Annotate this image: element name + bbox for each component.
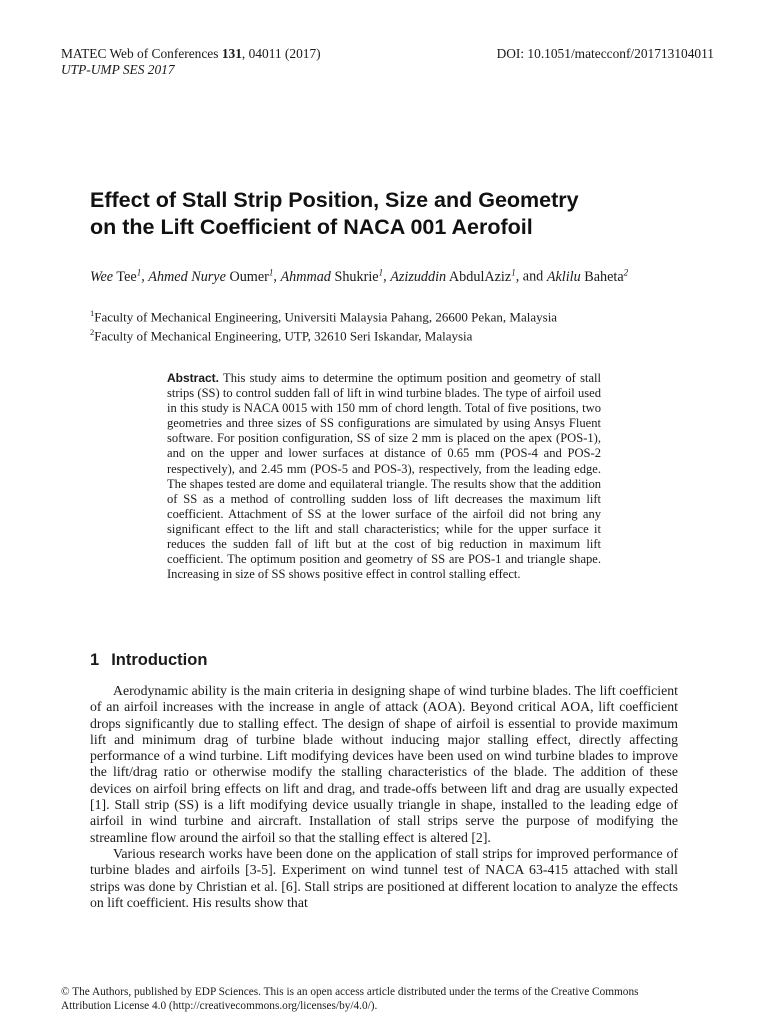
section-title: Introduction <box>111 651 208 669</box>
abstract-text: This study aims to determine the optimum position and geometry of stall strips (SS) to control sudden fall of lift in wind turbine blades. The type of airfoil used in this study is NACA 0015 with 150 mm of chord length. Total of five positions, two geometries and three sizes of SS configurations are simulated by using Ansys Fluent software. For position configuration, SS of size 2 mm is placed on the apex (POS-1), and on the upper and lower surfaces at distance of 0.65 mm (POS-4 and POS-2 respectively), and 2.45 mm (POS-5 and POS-3), respectively, from the leading edge. The shapes tested are dome and equilateral triangle. The results show that the addition of SS as a method of controlling sudden loss of lift decreases the maximum lift coefficient. Attachment of SS at the lower surface of the airfoil did not bring any significant effect to the lift and stall characteristics; while for the upper surface it reduces the sudden fall of lift but at the cost of big reduction in maximum lift coefficient. The optimum position and geometry of SS are POS-1 and triangle shape. Increasing in size of SS shows positive effect in control stalling effect. <box>167 371 601 582</box>
abstract <box>167 371 601 582</box>
affiliation-list <box>90 306 710 344</box>
conference-name: UTP-UMP SES 2017 <box>61 62 175 77</box>
paper-title: Effect of Stall Strip Position, Size and Geometry on the Lift Coefficient of NACA 001 Aerofoil <box>90 188 579 239</box>
author-name: Ahmed Nurye Oumer$^1$ <box>148 267 274 285</box>
section-body <box>90 683 678 911</box>
author-name: Ahmmad Shukrie$^1$ <box>280 267 384 285</box>
affiliation: $^2$Faculty of Mechanical Engineering, UTP, 32610 Seri Iskandar, Malaysia <box>90 326 473 344</box>
journal-citation: MATEC Web of Conferences 131, 04011 (2017) <box>61 46 321 61</box>
author-name: Wee Tee$^1$ <box>90 267 142 285</box>
doi-link[interactable]: DOI: 10.1051/matecconf/201713104011 <box>496 46 714 61</box>
abstract-label: Abstract. <box>167 371 220 385</box>
paragraph: Various research works have been done on the application of stall strips for improved performance of turbine blades and airfoils [3-5]. Experiment on wind tunnel test of NACA 63-415 attached with stall strips was done by Christian et al. [6]. Stall strips are positioned at different location to analyze the effects on lift coefficient. His results show that <box>90 845 678 910</box>
affiliation: $^1$Faculty of Mechanical Engineering, Universiti Malaysia Pahang, 26600 Pekan, Malaysia <box>90 308 558 325</box>
author-list: Wee Tee$^1$, Ahmed Nurye Oumer$^1$, Ahmmad Shukrie$^1$, Azizuddin AbdulAziz$^1$, and Aklilu Baheta$^2$ <box>90 267 629 285</box>
section-heading <box>90 650 207 670</box>
author-name: Azizuddin AbdulAziz$^1$ <box>390 267 516 285</box>
journal-volume: 131 <box>221 46 242 61</box>
author-name: Aklilu Baheta$^2$ <box>546 267 629 285</box>
journal-header <box>61 46 321 78</box>
paragraph: Aerodynamic ability is the main criteria in designing shape of wind turbine blades. The lift coefficient of an airfoil increases with the increase in angle of attack (AOA). Beyond critical AOA, lift coefficient drops significantly due to stalling effect. The design of shape of airfoil is essential to provide maximum lift and minimum drag of turbine blade without inducing major stalling effect, directly affecting performance of a wind turbine. Lift modifying devices have been used on wind turbine blades to improve the lift/drag ratio or otherwise modify the stalling characteristics of the blade. The addition of these devices on airfoil bring effects on lift and drag, and trade-offs between lift and drag are usually expected [1]. Stall strip (SS) is a lift modifying device usually triangle in shape, installed to the leading edge of airfoil in wind turbine and aircraft. Installation of stall strips serve the purpose of modifying the streamline flow around the airfoil so that the stalling effect is altered [2]. <box>90 683 678 845</box>
license-footer: © The Authors, published by EDP Sciences. This is an open access article distributed under the terms of the Creative Commons Attribution License 4.0 (http://creativecommons.org/licenses/by/4.0/). <box>61 985 721 1013</box>
license-link[interactable]: Attribution License 4.0 (http://creativecommons.org/licenses/by/4.0/). <box>61 1000 378 1012</box>
section-number: 1 <box>90 651 100 669</box>
